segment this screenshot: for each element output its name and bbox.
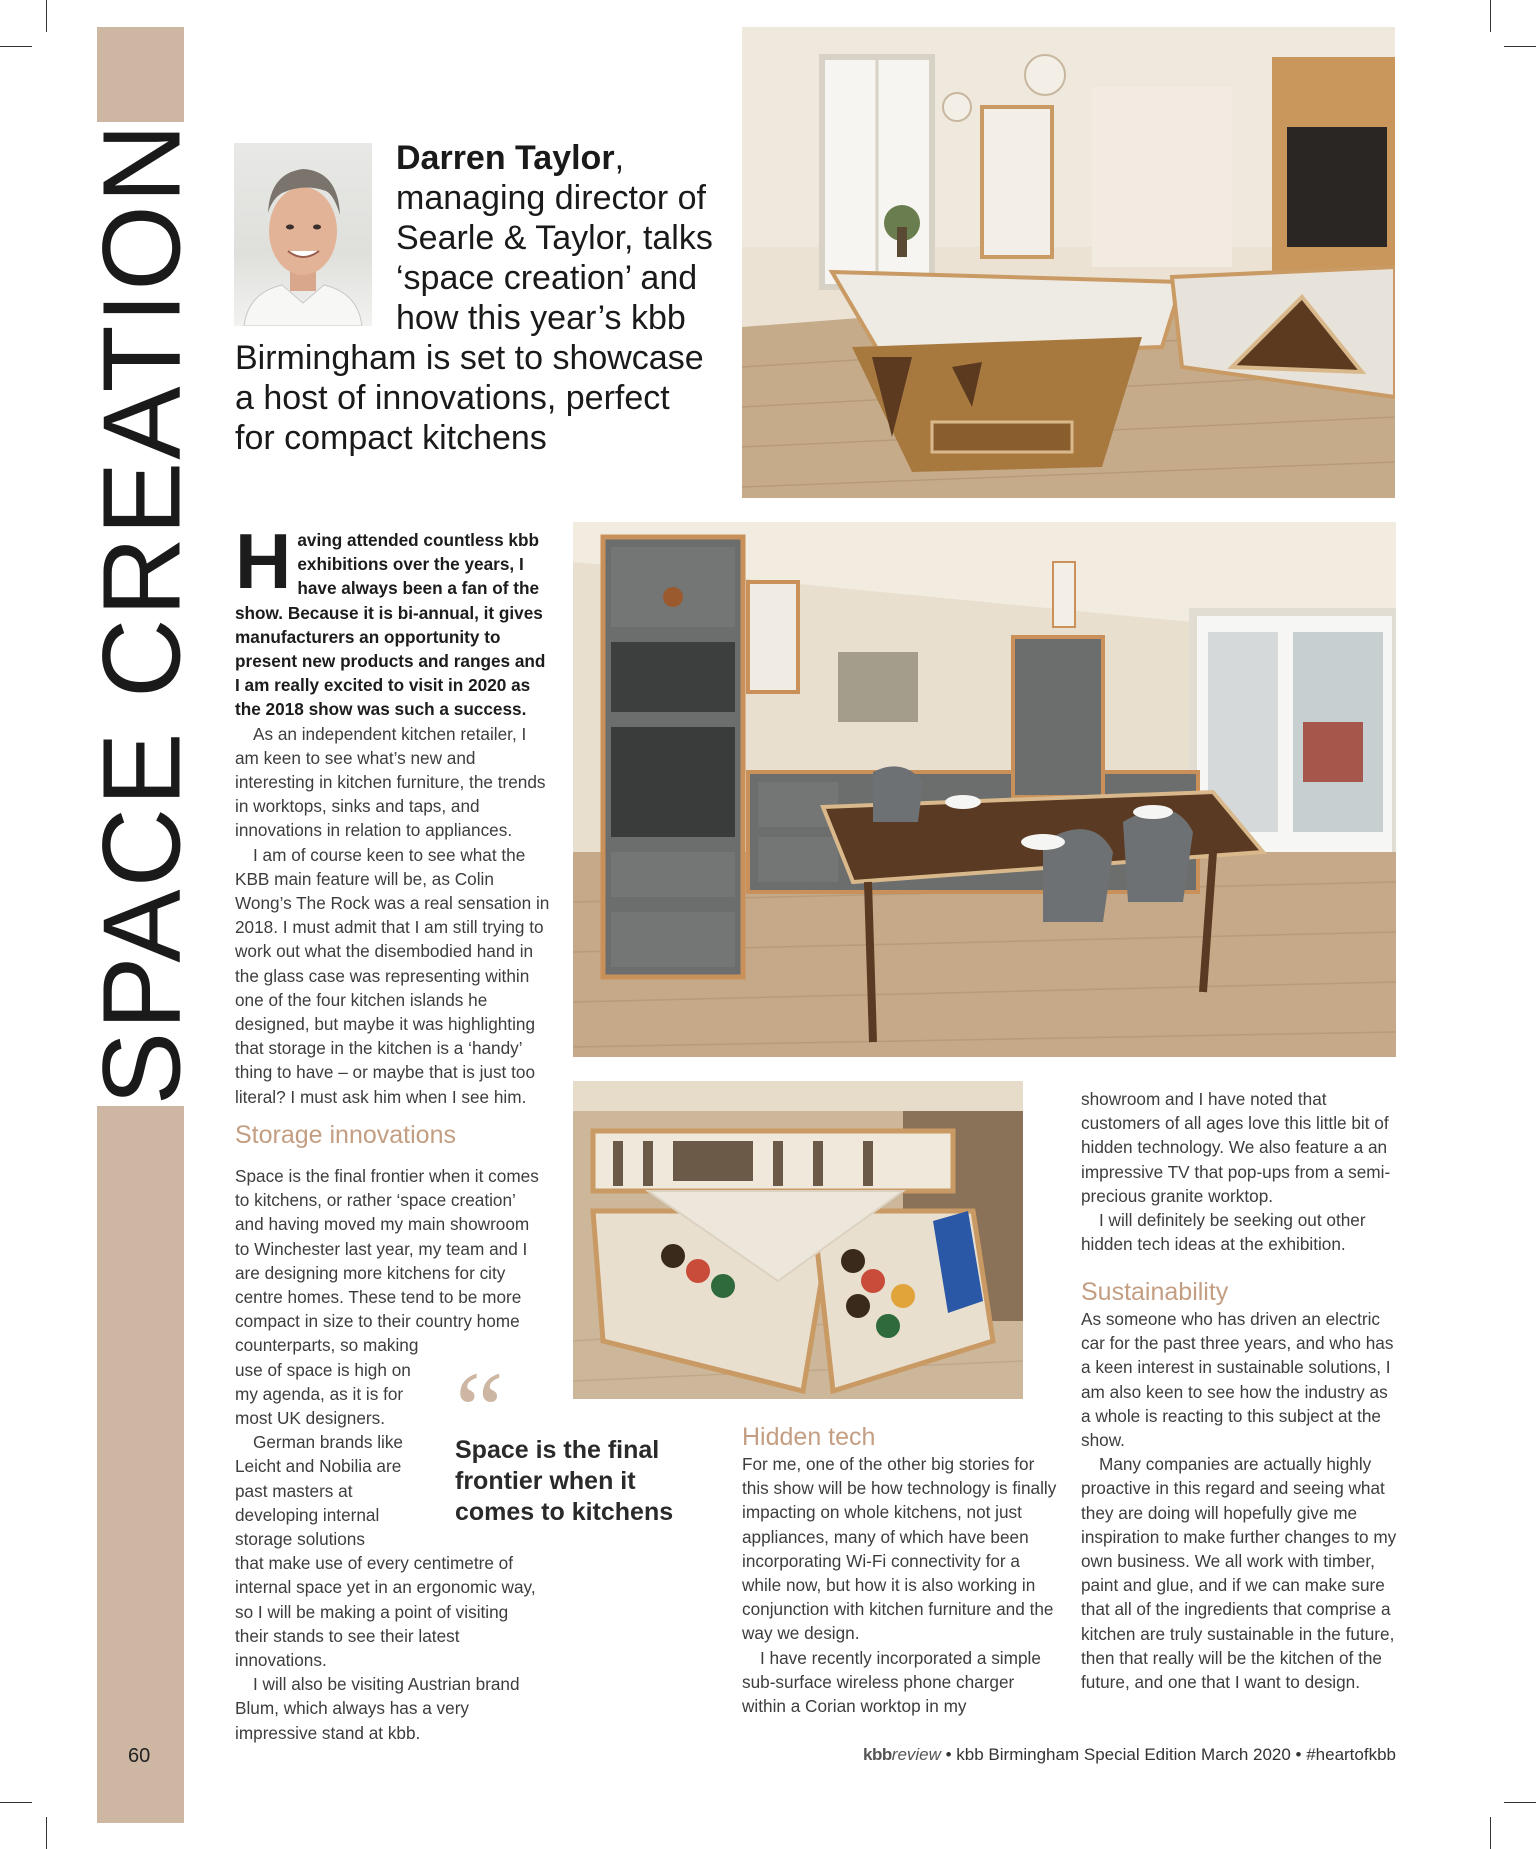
crop-mark	[0, 1802, 32, 1803]
sidebar-accent-bottom	[97, 1106, 184, 1823]
pull-quote	[455, 1349, 695, 1528]
body-paragraph: I am of course keen to see what the KBB main feature will be, as Colin Wong’s The Rock was a real sensation in 2018. I must admit that I am still trying to work out what the disembodied hand in the glass case was representing within one of the four kitchen islands he designed, but maybe it was highlighting that storage in the kitchen is a ‘handy’ thing to have – or maybe that is just too literal? I must ask him when I see him.	[235, 844, 550, 1107]
body-paragraph: For me, one of the other big stories for this show will be how technology is finally impacting on whole kitchens, not just appliances, many of which have been incorporating Wi-Fi connectivity for a while now, but how it is also working in conjunction with kitchen furniture and the way we design.	[742, 1454, 1057, 1644]
pull-quote-text: Space is the final frontier when it comes to kitchens	[455, 1436, 674, 1526]
sidebar-accent-top	[97, 27, 184, 122]
section-title	[80, 121, 204, 1105]
footer-text: • kbb Birmingham Special Edition March 2020 • #heartofkbb	[940, 1745, 1396, 1764]
subheading-storage: Storage innovations	[235, 1120, 456, 1149]
lead-paragraph	[235, 517, 550, 722]
corner-drawer-photo	[573, 1081, 1023, 1399]
crop-mark	[1490, 1817, 1491, 1849]
body-paragraph: counterparts, so making use of space is high on my agenda, as it is for most UK designers.	[235, 1335, 419, 1429]
body-paragraph: I will also be visiting Austrian brand Blum, which always has a very impressive stand at kbb.	[235, 1674, 520, 1743]
quote-mark-icon: “	[455, 1349, 504, 1471]
crop-mark	[46, 1817, 47, 1849]
lead-text: aving attended countless kbb exhibitions over the years, I have always been a fan of the show. Because it is bi-annual, it gives manufacturers an opportunity to present new products and ranges and I am really excited to visit in 2020 as the 2018 show was such a success.	[235, 530, 546, 720]
page-number: 60	[128, 1745, 151, 1767]
article-column-2	[742, 1422, 1062, 1718]
crop-mark	[46, 0, 47, 32]
footer-brand-kbb: kbb	[863, 1745, 892, 1764]
body-paragraph: I have recently incorporated a simple sub-surface wireless phone charger within a Corian worktop in my	[742, 1647, 1041, 1717]
body-paragraph: that make use of every centimetre of internal space yet in an ergonomic way, so I will be making a point of visiting their stands to see their latest innovations.	[235, 1553, 536, 1671]
body-paragraph: Space is the final frontier when it comes to kitchens, or rather ‘space creation’ and having moved my main showroom to Winchester last year, my team and I are designing more kitchens for city centre homes. These tend to be more compact in size to their country home	[235, 1166, 539, 1332]
footer-brand-review: review	[891, 1745, 941, 1764]
standfirst-text: , managing director of Searle & Taylor, talks ‘space creation’ and how this year’s kbb Birmingham is set to showcase a host of innovations, perfect for compact kitchens	[235, 139, 713, 457]
crop-mark	[1504, 1802, 1536, 1803]
dining-kitchen-photo	[573, 522, 1396, 1057]
page-footer	[863, 1745, 1396, 1765]
subheading-sustainability: Sustainability	[1081, 1278, 1229, 1306]
article-column-3	[1081, 1087, 1401, 1256]
crop-mark	[1490, 0, 1491, 32]
body-paragraph: I will definitely be seeking out other hidden tech ideas at the exhibition.	[1081, 1210, 1366, 1255]
author-name: Darren Taylor	[396, 139, 615, 177]
section-title-text: SPACE CREATION	[80, 121, 204, 1105]
body-paragraph: As someone who has driven an electric car for the past three years, and who has a keen interest in sustainable solutions, I am also keen to see how the industry as a whole is reacting to this subject at the show.	[1081, 1309, 1394, 1451]
body-paragraph: Many companies are actually highly proactive in this regard and seeing what they are doing will hopefully give me inspiration to make further changes to my own business. We all work with timber, paint and glue, and if we can make sure that all of the ingredients that comprise a kitchen are truly sustainable in the future, then that really will be the kitchen of the future, and one that I want to design.	[1081, 1454, 1397, 1693]
body-paragraph: German brands like Leicht and Nobilia are past masters at developing internal storage solutions	[235, 1432, 403, 1550]
subheading-hidden-tech: Hidden tech	[742, 1423, 876, 1451]
article-column-1	[235, 517, 550, 1150]
standfirst	[235, 138, 715, 458]
drop-cap: H	[235, 517, 292, 605]
body-paragraph: showroom and I have noted that customers of all ages love this little bit of hidden technology. We also feature a an impressive TV that pop-ups from a semi-precious granite worktop.	[1081, 1089, 1391, 1206]
crop-mark	[1504, 46, 1536, 47]
kitchen-island-photo	[742, 27, 1395, 498]
crop-mark	[0, 46, 32, 47]
article-column-3-sustainability	[1081, 1277, 1401, 1694]
body-paragraph: As an independent kitchen retailer, I am keen to see what’s new and interesting in kitchen furniture, the trends in worktops, sinks and taps, and innovations in relation to appliances.	[235, 723, 546, 841]
